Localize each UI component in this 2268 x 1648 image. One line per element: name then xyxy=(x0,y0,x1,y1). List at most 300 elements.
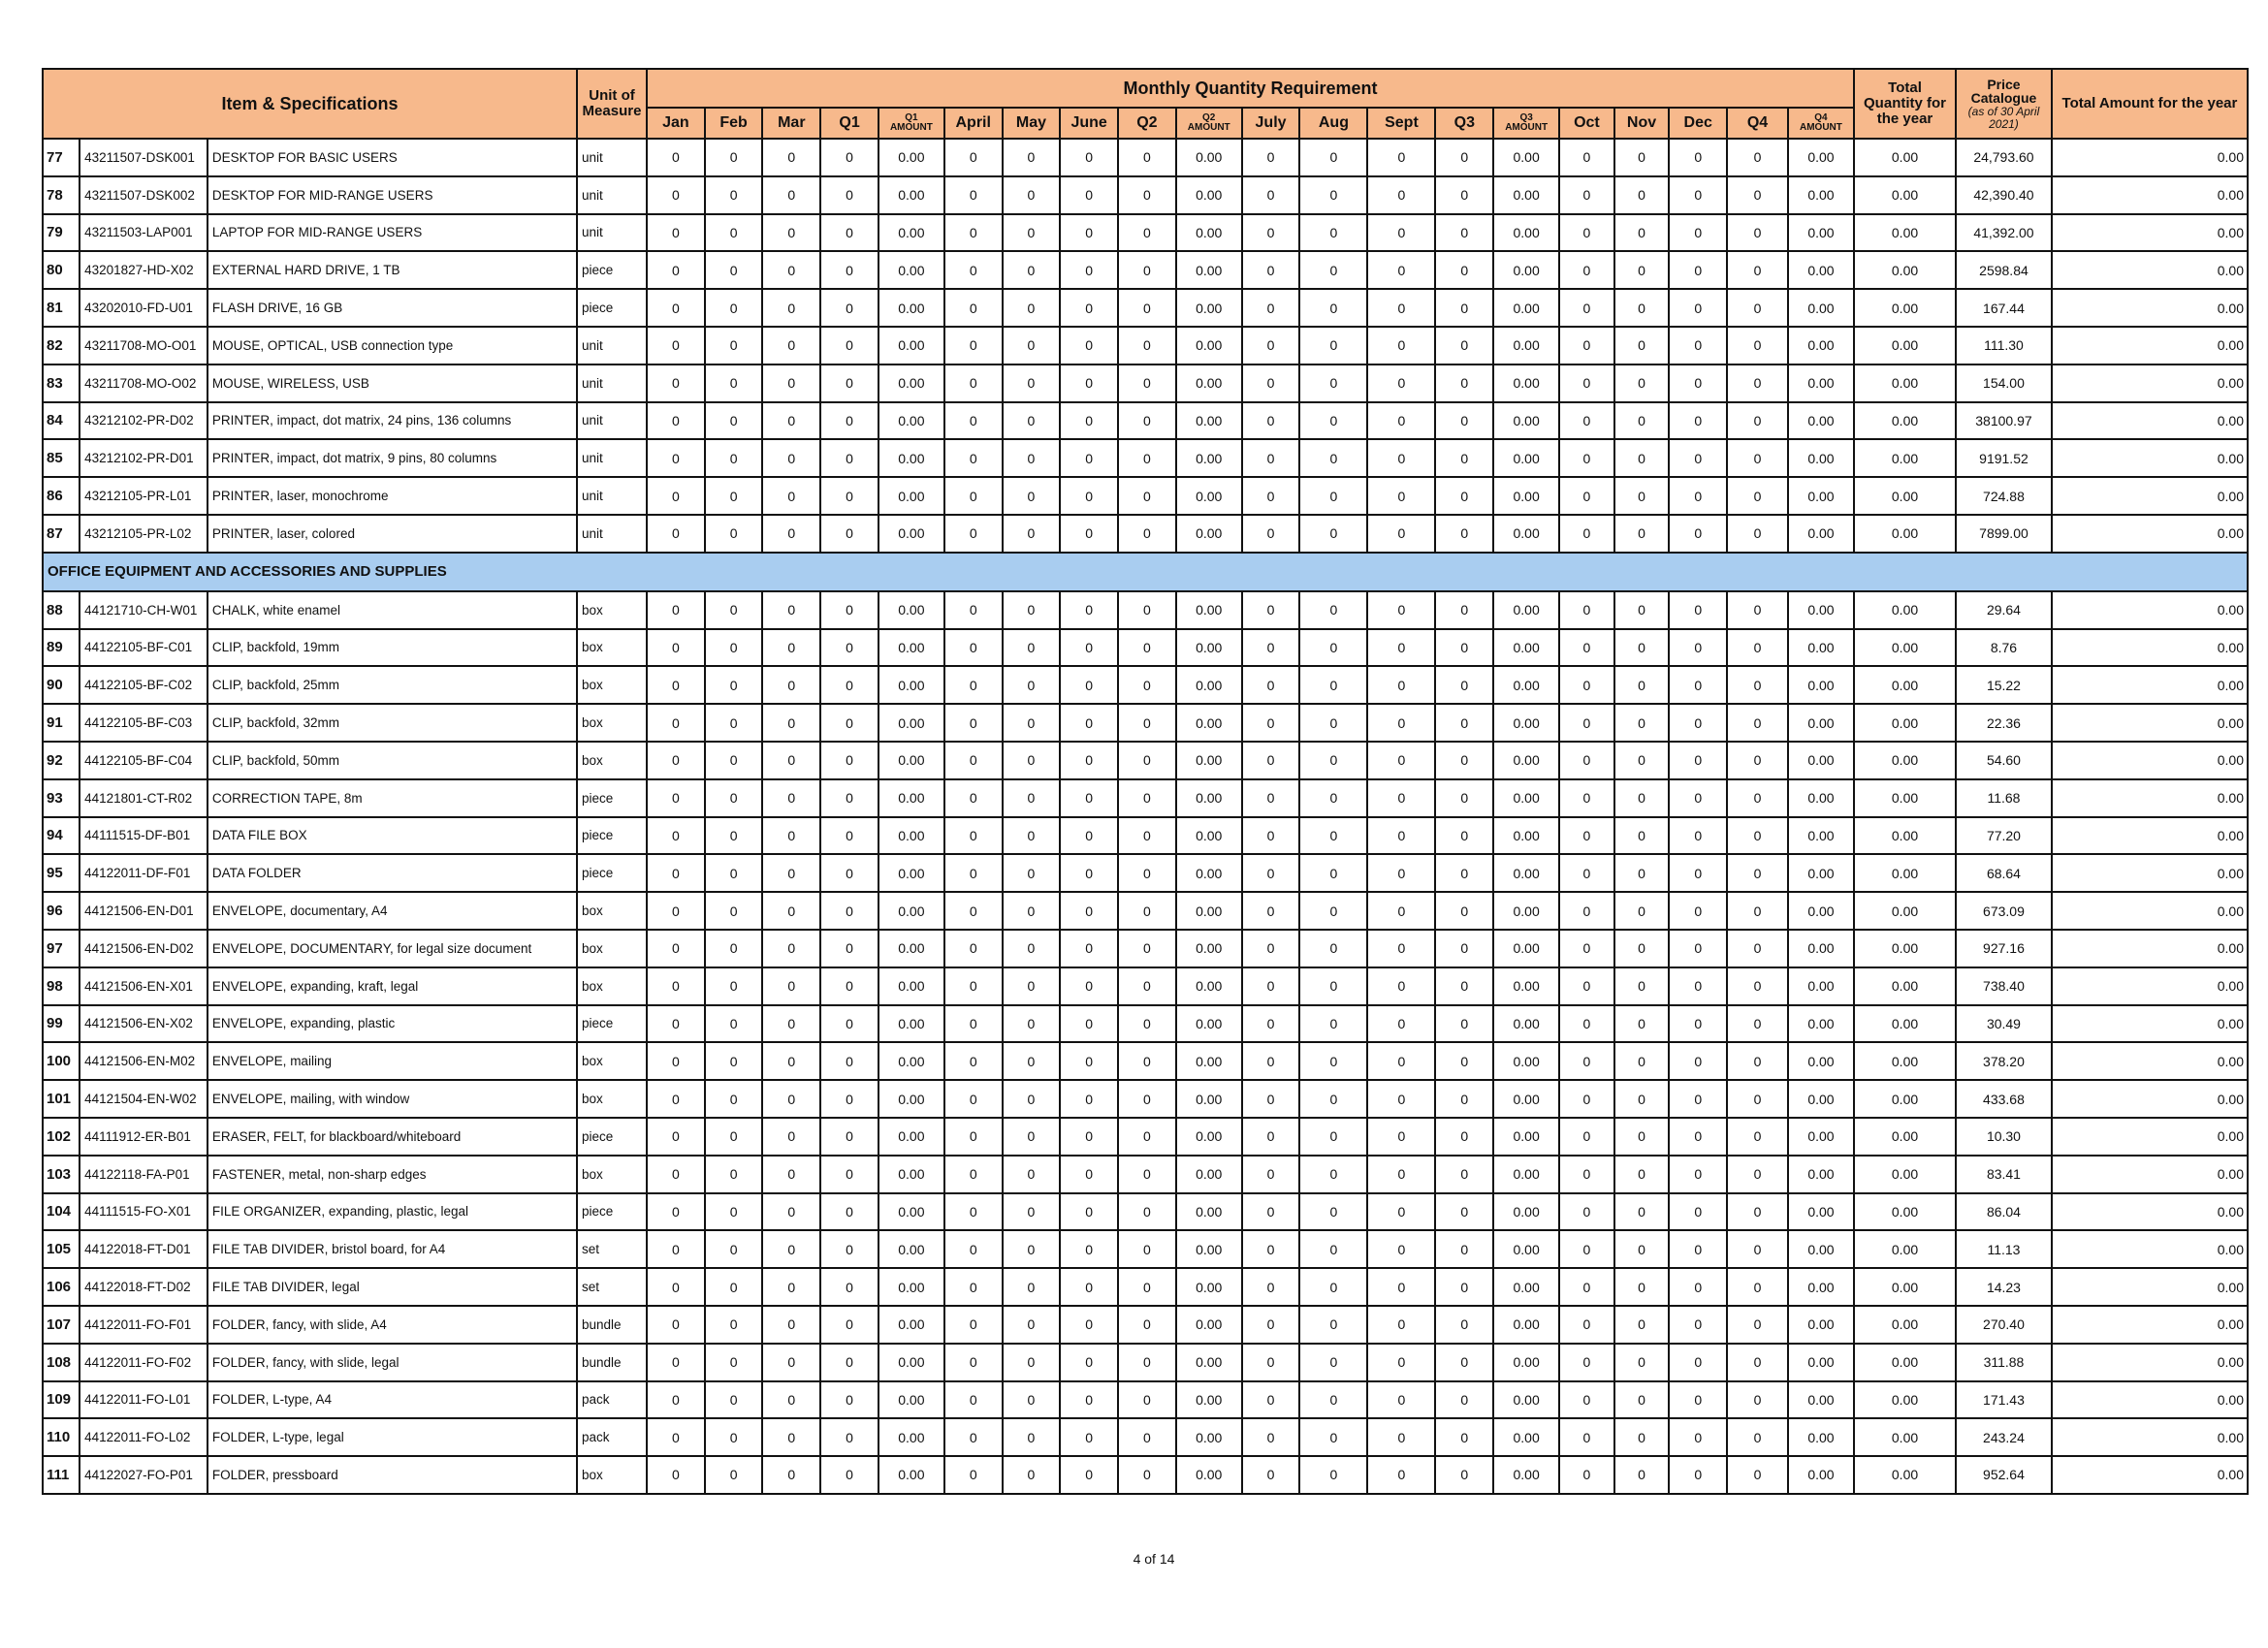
quantity-cell: 0 xyxy=(1299,591,1367,629)
quarter-amount-cell: 0.00 xyxy=(1493,327,1559,364)
total-quantity-cell: 0.00 xyxy=(1854,251,1956,289)
item-description: DESKTOP FOR BASIC USERS xyxy=(208,139,577,176)
quarter-amount-cell: 0.00 xyxy=(1788,214,1854,252)
quantity-cell: 0 xyxy=(1559,1456,1614,1494)
quantity-cell: 0 xyxy=(1242,176,1300,214)
quantity-cell: 0 xyxy=(1118,251,1176,289)
total-amount-cell: 0.00 xyxy=(2052,251,2248,289)
table-header xyxy=(43,69,2248,139)
price-cell: 11.68 xyxy=(1956,779,2052,817)
quantity-cell: 0 xyxy=(1003,402,1061,440)
quarter-amount-cell: 0.00 xyxy=(1493,139,1559,176)
item-code: 44122105-BF-C04 xyxy=(80,742,208,779)
quantity-cell: 0 xyxy=(1435,1156,1493,1193)
quarter-amount-cell: 0.00 xyxy=(1176,1156,1242,1193)
item-number: 81 xyxy=(43,289,80,327)
total-amount-cell: 0.00 xyxy=(2052,967,2248,1005)
quantity-cell: 0 xyxy=(1614,854,1670,892)
item-number: 83 xyxy=(43,364,80,402)
quantity-cell: 0 xyxy=(820,1344,878,1381)
quarter-amount-cell: 0.00 xyxy=(878,477,944,515)
quantity-cell: 0 xyxy=(1118,439,1176,477)
total-quantity-cell: 0.00 xyxy=(1854,1306,1956,1344)
quantity-cell: 0 xyxy=(1669,1118,1727,1156)
quantity-cell: 0 xyxy=(705,364,763,402)
quantity-cell: 0 xyxy=(705,892,763,930)
quantity-cell: 0 xyxy=(1242,477,1300,515)
quantity-cell: 0 xyxy=(1367,1042,1435,1080)
quantity-cell: 0 xyxy=(1614,967,1670,1005)
quantity-cell: 0 xyxy=(647,289,705,327)
quantity-cell: 0 xyxy=(1118,1193,1176,1231)
item-code: 43211507-DSK001 xyxy=(80,139,208,176)
quantity-cell: 0 xyxy=(1727,139,1788,176)
total-quantity-cell: 0.00 xyxy=(1854,289,1956,327)
quantity-cell: 0 xyxy=(1727,1042,1788,1080)
quantity-cell: 0 xyxy=(1299,1156,1367,1193)
item-code: 43211503-LAP001 xyxy=(80,214,208,252)
quantity-cell: 0 xyxy=(1614,176,1670,214)
quarter-amount-cell: 0.00 xyxy=(878,214,944,252)
quarter-amount-cell: 0.00 xyxy=(1176,1418,1242,1456)
quantity-cell: 0 xyxy=(1367,1344,1435,1381)
item-description: CLIP, backfold, 19mm xyxy=(208,629,577,667)
quantity-cell: 0 xyxy=(1060,1381,1118,1419)
quantity-cell: 0 xyxy=(1242,1005,1300,1043)
quantity-cell: 0 xyxy=(1435,629,1493,667)
quantity-cell: 0 xyxy=(647,779,705,817)
quarter-amount-cell: 0.00 xyxy=(1493,1306,1559,1344)
month-header-cell: Nov xyxy=(1614,108,1670,139)
quarter-amount-cell: 0.00 xyxy=(878,854,944,892)
quantity-cell: 0 xyxy=(705,1381,763,1419)
quantity-cell: 0 xyxy=(705,289,763,327)
quantity-cell: 0 xyxy=(1727,666,1788,704)
item-description: ENVELOPE, mailing, with window xyxy=(208,1080,577,1118)
quantity-cell: 0 xyxy=(1669,364,1727,402)
item-number: 82 xyxy=(43,327,80,364)
quantity-cell: 0 xyxy=(1242,742,1300,779)
quantity-cell: 0 xyxy=(1559,1268,1614,1306)
item-unit: set xyxy=(577,1268,647,1306)
quantity-cell: 0 xyxy=(944,1418,1003,1456)
quantity-cell: 0 xyxy=(647,327,705,364)
quantity-cell: 0 xyxy=(1003,139,1061,176)
quarter-amount-cell: 0.00 xyxy=(1493,439,1559,477)
quantity-cell: 0 xyxy=(1060,629,1118,667)
item-unit: piece xyxy=(577,817,647,855)
quantity-cell: 0 xyxy=(944,1118,1003,1156)
quantity-cell: 0 xyxy=(1727,1193,1788,1231)
quarter-amount-cell: 0.00 xyxy=(1493,1418,1559,1456)
quantity-cell: 0 xyxy=(1435,1418,1493,1456)
total-amount-cell: 0.00 xyxy=(2052,1042,2248,1080)
quantity-cell: 0 xyxy=(1559,1381,1614,1419)
item-unit: box xyxy=(577,892,647,930)
total-quantity-cell: 0.00 xyxy=(1854,742,1956,779)
item-unit: piece xyxy=(577,1193,647,1231)
quantity-cell: 0 xyxy=(820,1418,878,1456)
quantity-cell: 0 xyxy=(705,967,763,1005)
quantity-cell: 0 xyxy=(1367,1381,1435,1419)
item-unit: box xyxy=(577,666,647,704)
quantity-cell: 0 xyxy=(1118,1456,1176,1494)
item-unit: unit xyxy=(577,439,647,477)
table-row xyxy=(43,515,2248,553)
quantity-cell: 0 xyxy=(1559,854,1614,892)
month-header-cell: Jan xyxy=(647,108,705,139)
quantity-cell: 0 xyxy=(762,1456,820,1494)
item-number: 89 xyxy=(43,629,80,667)
quantity-cell: 0 xyxy=(1367,214,1435,252)
quantity-cell: 0 xyxy=(1003,892,1061,930)
total-quantity-cell: 0.00 xyxy=(1854,515,1956,553)
quantity-cell: 0 xyxy=(1435,515,1493,553)
quantity-cell: 0 xyxy=(1003,704,1061,742)
quantity-cell: 0 xyxy=(1299,817,1367,855)
quantity-cell: 0 xyxy=(820,176,878,214)
procurement-sheet xyxy=(42,68,2249,1495)
item-number: 79 xyxy=(43,214,80,252)
item-description: CLIP, backfold, 25mm xyxy=(208,666,577,704)
quarter-amount-cell: 0.00 xyxy=(1493,176,1559,214)
table-row xyxy=(43,477,2248,515)
quantity-cell: 0 xyxy=(1435,892,1493,930)
quantity-cell: 0 xyxy=(1242,1193,1300,1231)
total-amount-cell: 0.00 xyxy=(2052,704,2248,742)
quantity-cell: 0 xyxy=(1003,1193,1061,1231)
total-quantity-cell: 0.00 xyxy=(1854,176,1956,214)
quantity-cell: 0 xyxy=(1242,930,1300,967)
quantity-cell: 0 xyxy=(820,591,878,629)
quantity-cell: 0 xyxy=(1299,1193,1367,1231)
quantity-cell: 0 xyxy=(1242,327,1300,364)
quantity-cell: 0 xyxy=(1118,515,1176,553)
quarter-amount-cell: 0.00 xyxy=(1788,704,1854,742)
quarter-amount-cell: 0.00 xyxy=(1493,289,1559,327)
quantity-cell: 0 xyxy=(705,854,763,892)
table-body xyxy=(43,139,2248,1494)
quantity-cell: 0 xyxy=(1060,364,1118,402)
table-row xyxy=(43,629,2248,667)
month-header-cell: July xyxy=(1242,108,1300,139)
quantity-cell: 0 xyxy=(1614,779,1670,817)
quarter-amount-cell: 0.00 xyxy=(1493,666,1559,704)
quantity-cell: 0 xyxy=(820,1306,878,1344)
quantity-cell: 0 xyxy=(1003,1230,1061,1268)
item-code: 44121504-EN-W02 xyxy=(80,1080,208,1118)
total-quantity-cell: 0.00 xyxy=(1854,779,1956,817)
total-quantity-cell: 0.00 xyxy=(1854,1456,1956,1494)
quarter-amount-cell: 0.00 xyxy=(1176,402,1242,440)
quantity-cell: 0 xyxy=(1003,214,1061,252)
quantity-cell: 0 xyxy=(1060,854,1118,892)
quantity-cell: 0 xyxy=(1003,1042,1061,1080)
quantity-cell: 0 xyxy=(1669,402,1727,440)
month-header-cell: Feb xyxy=(705,108,763,139)
quantity-cell: 0 xyxy=(1559,1156,1614,1193)
total-quantity-cell: 0.00 xyxy=(1854,854,1956,892)
quantity-cell: 0 xyxy=(762,742,820,779)
quantity-cell: 0 xyxy=(1003,515,1061,553)
item-code: 44122105-BF-C02 xyxy=(80,666,208,704)
quantity-cell: 0 xyxy=(1614,1193,1670,1231)
quantity-cell: 0 xyxy=(1669,591,1727,629)
quarter-amount-cell: 0.00 xyxy=(1176,892,1242,930)
quantity-cell: 0 xyxy=(1118,854,1176,892)
item-code: 44122011-FO-F02 xyxy=(80,1344,208,1381)
quantity-cell: 0 xyxy=(1060,1156,1118,1193)
price-cell: 171.43 xyxy=(1956,1381,2052,1419)
quantity-cell: 0 xyxy=(762,1230,820,1268)
quantity-cell: 0 xyxy=(1367,515,1435,553)
quantity-cell: 0 xyxy=(944,930,1003,967)
quantity-cell: 0 xyxy=(1299,1268,1367,1306)
quarter-amount-cell: 0.00 xyxy=(1493,1042,1559,1080)
total-amount-cell: 0.00 xyxy=(2052,591,2248,629)
quarter-amount-cell: 0.00 xyxy=(1788,477,1854,515)
quantity-cell: 0 xyxy=(1003,1268,1061,1306)
quantity-cell: 0 xyxy=(762,1005,820,1043)
quantity-cell: 0 xyxy=(944,176,1003,214)
quantity-cell: 0 xyxy=(1614,1381,1670,1419)
quantity-cell: 0 xyxy=(1435,402,1493,440)
quantity-cell: 0 xyxy=(1727,892,1788,930)
quarter-amount-cell: 0.00 xyxy=(1493,1193,1559,1231)
quantity-cell: 0 xyxy=(1435,704,1493,742)
quantity-cell: 0 xyxy=(1559,591,1614,629)
quantity-cell: 0 xyxy=(1003,289,1061,327)
quantity-cell: 0 xyxy=(1118,742,1176,779)
item-unit: bundle xyxy=(577,1344,647,1381)
item-unit: unit xyxy=(577,402,647,440)
quantity-cell: 0 xyxy=(1242,1042,1300,1080)
header-monthly-requirement: Monthly Quantity Requirement xyxy=(647,69,1854,108)
total-quantity-cell: 0.00 xyxy=(1854,1042,1956,1080)
quantity-cell: 0 xyxy=(1727,1418,1788,1456)
quantity-cell: 0 xyxy=(1435,327,1493,364)
quantity-cell: 0 xyxy=(1614,742,1670,779)
quantity-cell: 0 xyxy=(1614,402,1670,440)
table-row xyxy=(43,1193,2248,1231)
quantity-cell: 0 xyxy=(1669,629,1727,667)
quarter-amount-cell: 0.00 xyxy=(1493,1268,1559,1306)
quantity-cell: 0 xyxy=(1614,1456,1670,1494)
total-quantity-cell: 0.00 xyxy=(1854,1268,1956,1306)
quantity-cell: 0 xyxy=(1003,439,1061,477)
quarter-amount-cell: 0.00 xyxy=(878,930,944,967)
quantity-cell: 0 xyxy=(1118,402,1176,440)
quantity-cell: 0 xyxy=(1060,892,1118,930)
item-number: 104 xyxy=(43,1193,80,1231)
quarter-amount-cell: 0.00 xyxy=(878,779,944,817)
page-number: 4 of 14 xyxy=(1133,1551,1175,1567)
quantity-cell: 0 xyxy=(1435,477,1493,515)
item-unit: unit xyxy=(577,515,647,553)
quarter-amount-cell: 0.00 xyxy=(878,176,944,214)
quantity-cell: 0 xyxy=(1060,704,1118,742)
quantity-cell: 0 xyxy=(705,1042,763,1080)
quantity-cell: 0 xyxy=(705,1306,763,1344)
quantity-cell: 0 xyxy=(1559,402,1614,440)
quantity-cell: 0 xyxy=(1118,1080,1176,1118)
total-amount-cell: 0.00 xyxy=(2052,515,2248,553)
quantity-cell: 0 xyxy=(647,477,705,515)
quantity-cell: 0 xyxy=(1118,1118,1176,1156)
quarter-amount-cell: 0.00 xyxy=(1176,817,1242,855)
quarter-amount-cell: 0.00 xyxy=(1493,1156,1559,1193)
quarter-amount-cell: 0.00 xyxy=(878,1456,944,1494)
quarter-amount-cell: 0.00 xyxy=(1176,704,1242,742)
quarter-amount-cell: 0.00 xyxy=(1176,742,1242,779)
quantity-cell: 0 xyxy=(1299,327,1367,364)
quantity-cell: 0 xyxy=(647,251,705,289)
quarter-amount-cell: 0.00 xyxy=(1788,854,1854,892)
price-cell: 14.23 xyxy=(1956,1268,2052,1306)
item-description: FILE TAB DIVIDER, bristol board, for A4 xyxy=(208,1230,577,1268)
quarter-amount-cell: 0.00 xyxy=(1788,591,1854,629)
quantity-cell: 0 xyxy=(1727,1456,1788,1494)
quantity-cell: 0 xyxy=(705,1118,763,1156)
item-description: ENVELOPE, expanding, kraft, legal xyxy=(208,967,577,1005)
quantity-cell: 0 xyxy=(1559,666,1614,704)
quantity-cell: 0 xyxy=(820,967,878,1005)
quarter-amount-cell: 0.00 xyxy=(1788,1156,1854,1193)
quarter-amount-cell: 0.00 xyxy=(1788,629,1854,667)
quantity-cell: 0 xyxy=(1614,1418,1670,1456)
quantity-cell: 0 xyxy=(1614,629,1670,667)
quantity-cell: 0 xyxy=(1242,666,1300,704)
quantity-cell: 0 xyxy=(1003,779,1061,817)
price-cell: 22.36 xyxy=(1956,704,2052,742)
item-unit: piece xyxy=(577,1005,647,1043)
quarter-amount-cell: 0.00 xyxy=(878,327,944,364)
item-code: 43211507-DSK002 xyxy=(80,176,208,214)
quantity-cell: 0 xyxy=(1242,402,1300,440)
price-cell: 10.30 xyxy=(1956,1118,2052,1156)
table-row xyxy=(43,742,2248,779)
quantity-cell: 0 xyxy=(1118,1381,1176,1419)
quantity-cell: 0 xyxy=(1727,1344,1788,1381)
price-cell: 41,392.00 xyxy=(1956,214,2052,252)
price-cell: 673.09 xyxy=(1956,892,2052,930)
quantity-cell: 0 xyxy=(762,930,820,967)
quantity-cell: 0 xyxy=(1435,364,1493,402)
quantity-cell: 0 xyxy=(1118,779,1176,817)
quantity-cell: 0 xyxy=(762,1118,820,1156)
total-amount-cell: 0.00 xyxy=(2052,666,2248,704)
quantity-cell: 0 xyxy=(1614,1042,1670,1080)
quarter-amount-cell: 0.00 xyxy=(878,704,944,742)
price-cell: 24,793.60 xyxy=(1956,139,2052,176)
table-row xyxy=(43,214,2248,252)
quarter-amount-cell: 0.00 xyxy=(1788,967,1854,1005)
quantity-cell: 0 xyxy=(762,666,820,704)
quantity-cell: 0 xyxy=(944,1381,1003,1419)
quarter-amount-cell: 0.00 xyxy=(1176,1344,1242,1381)
quantity-cell: 0 xyxy=(820,515,878,553)
quarter-amount-cell: 0.00 xyxy=(1788,779,1854,817)
item-unit: box xyxy=(577,1080,647,1118)
quantity-cell: 0 xyxy=(1242,854,1300,892)
quantity-cell: 0 xyxy=(1435,666,1493,704)
quantity-cell: 0 xyxy=(944,1344,1003,1381)
quantity-cell: 0 xyxy=(705,1005,763,1043)
quantity-cell: 0 xyxy=(1367,477,1435,515)
quarter-amount-cell: 0.00 xyxy=(1493,402,1559,440)
quantity-cell: 0 xyxy=(1727,1230,1788,1268)
item-unit: unit xyxy=(577,214,647,252)
item-number: 96 xyxy=(43,892,80,930)
quantity-cell: 0 xyxy=(647,1306,705,1344)
quantity-cell: 0 xyxy=(1669,817,1727,855)
quantity-cell: 0 xyxy=(1435,176,1493,214)
total-quantity-cell: 0.00 xyxy=(1854,817,1956,855)
quarter-amount-cell: 0.00 xyxy=(878,1306,944,1344)
quantity-cell: 0 xyxy=(1727,251,1788,289)
quantity-cell: 0 xyxy=(1003,176,1061,214)
table-row xyxy=(43,704,2248,742)
item-number: 110 xyxy=(43,1418,80,1456)
quarter-amount-cell: 0.00 xyxy=(1788,327,1854,364)
item-number: 103 xyxy=(43,1156,80,1193)
price-cell: 8.76 xyxy=(1956,629,2052,667)
quantity-cell: 0 xyxy=(762,515,820,553)
item-number: 108 xyxy=(43,1344,80,1381)
quantity-cell: 0 xyxy=(944,779,1003,817)
total-quantity-cell: 0.00 xyxy=(1854,402,1956,440)
quantity-cell: 0 xyxy=(1614,214,1670,252)
quantity-cell: 0 xyxy=(1060,139,1118,176)
quantity-cell: 0 xyxy=(1118,629,1176,667)
month-header-cell: Q3 AMOUNT xyxy=(1493,108,1559,139)
quarter-amount-cell: 0.00 xyxy=(1176,515,1242,553)
item-code: 43212105-PR-L01 xyxy=(80,477,208,515)
item-number: 87 xyxy=(43,515,80,553)
quarter-amount-cell: 0.00 xyxy=(1493,364,1559,402)
item-description: FOLDER, L-type, legal xyxy=(208,1418,577,1456)
quantity-cell: 0 xyxy=(1559,1005,1614,1043)
quarter-amount-cell: 0.00 xyxy=(1788,1005,1854,1043)
quarter-amount-cell: 0.00 xyxy=(1176,327,1242,364)
month-header-cell: Mar xyxy=(762,108,820,139)
quantity-cell: 0 xyxy=(820,477,878,515)
quantity-cell: 0 xyxy=(1367,139,1435,176)
quarter-amount-cell: 0.00 xyxy=(1788,1042,1854,1080)
total-quantity-cell: 0.00 xyxy=(1854,364,1956,402)
quantity-cell: 0 xyxy=(1435,967,1493,1005)
price-cell: 724.88 xyxy=(1956,477,2052,515)
quantity-cell: 0 xyxy=(1367,817,1435,855)
quantity-cell: 0 xyxy=(1559,1344,1614,1381)
total-amount-cell: 0.00 xyxy=(2052,1381,2248,1419)
quantity-cell: 0 xyxy=(1435,1080,1493,1118)
quantity-cell: 0 xyxy=(820,817,878,855)
quarter-amount-cell: 0.00 xyxy=(1176,139,1242,176)
item-number: 109 xyxy=(43,1381,80,1419)
month-header-cell: Sept xyxy=(1367,108,1435,139)
quarter-amount-cell: 0.00 xyxy=(1788,515,1854,553)
quantity-cell: 0 xyxy=(1559,1230,1614,1268)
quantity-cell: 0 xyxy=(820,1268,878,1306)
quantity-cell: 0 xyxy=(1669,477,1727,515)
table-row xyxy=(43,854,2248,892)
item-number: 111 xyxy=(43,1456,80,1494)
quantity-cell: 0 xyxy=(1727,214,1788,252)
table-row xyxy=(43,289,2248,327)
quantity-cell: 0 xyxy=(647,1080,705,1118)
total-quantity-cell: 0.00 xyxy=(1854,1230,1956,1268)
